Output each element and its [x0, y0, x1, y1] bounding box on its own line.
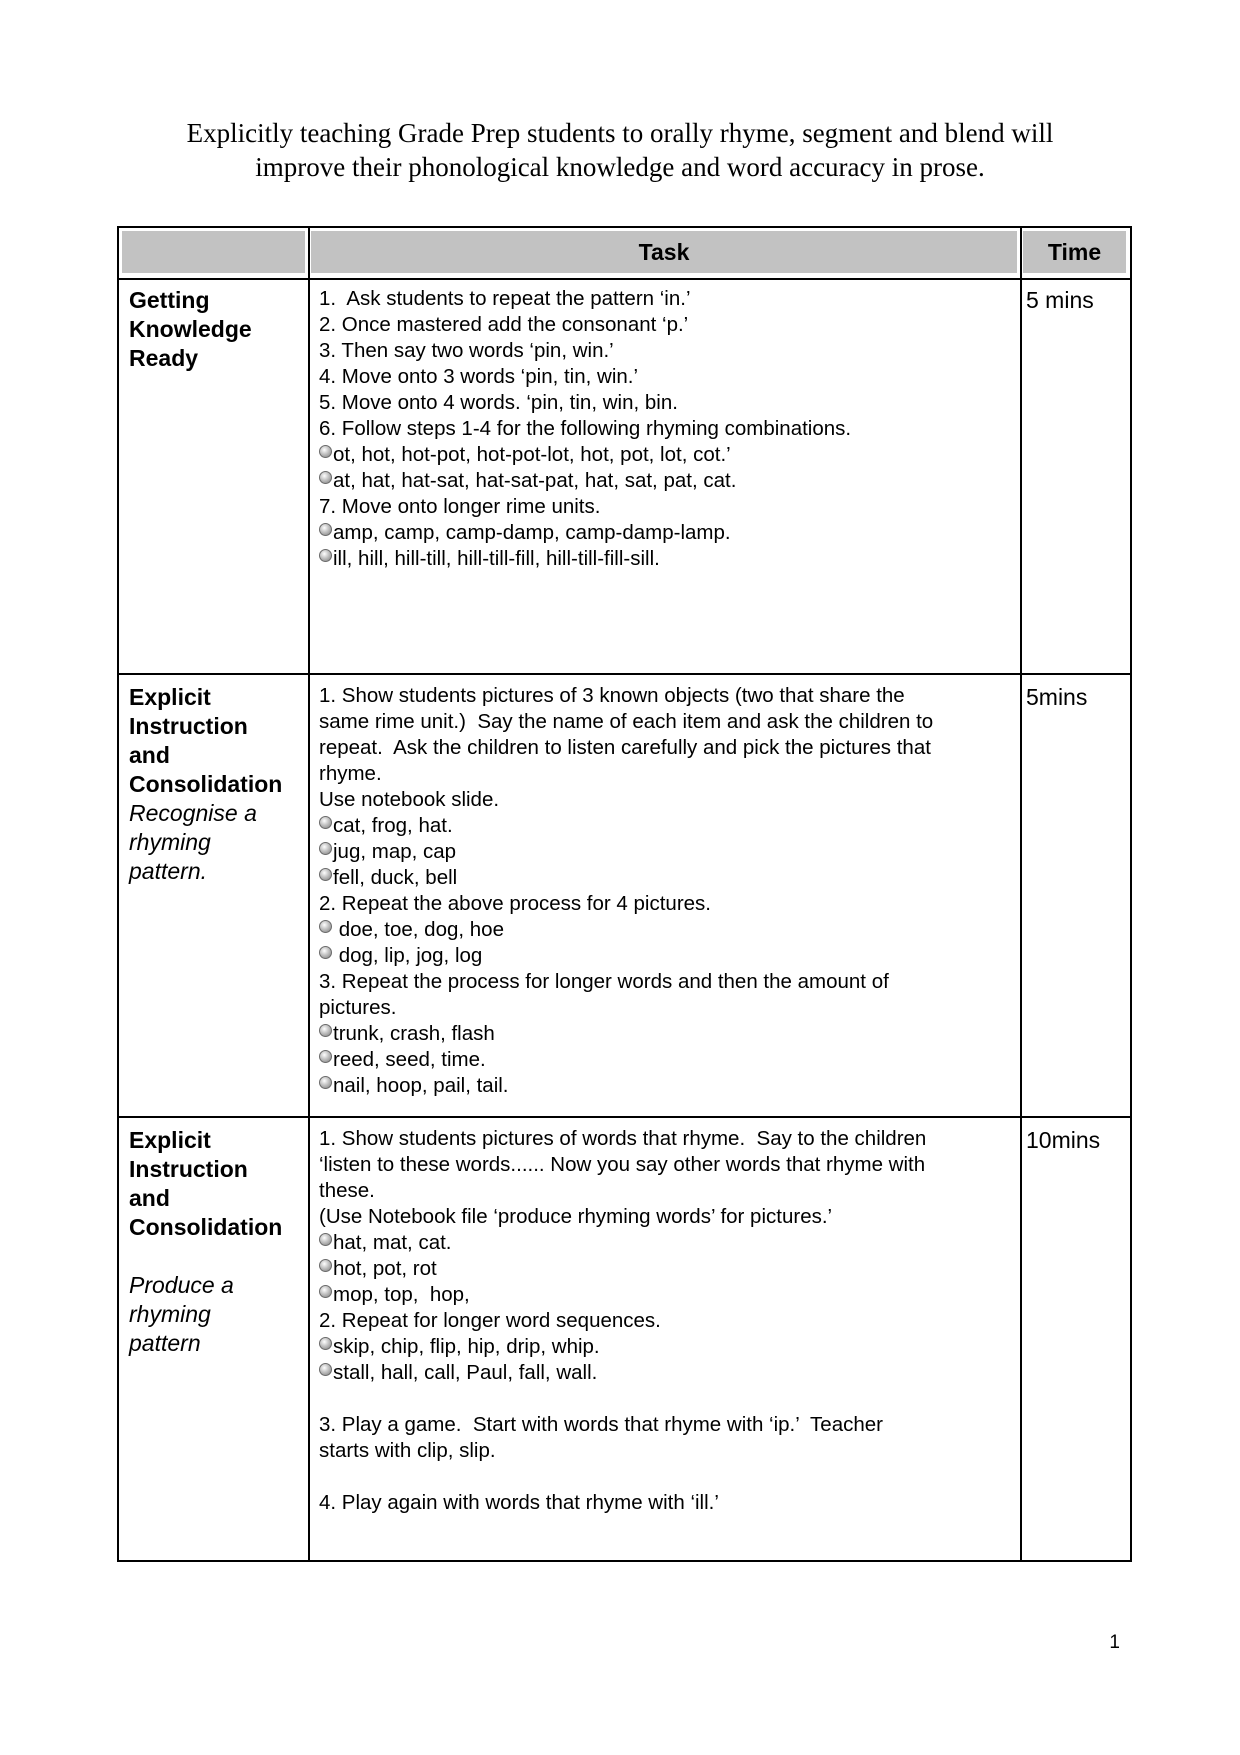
- task-text: 1. Show students pictures of 3 known objects (two that share the: [319, 684, 905, 707]
- task-text: 3. Repeat the process for longer words and then the amount of: [319, 970, 889, 993]
- task-line: [319, 1412, 1019, 1438]
- table-row: [119, 286, 1130, 671]
- bullet-icon: [319, 946, 332, 959]
- task-text: 1. Show students pictures of words that rhyme. Say to the children: [319, 1127, 927, 1150]
- bullet-item: [319, 1230, 1019, 1256]
- phase-subtitle: Recognise a: [129, 800, 257, 826]
- task-text: jug, map, cap: [333, 840, 457, 863]
- task-text: hot, pot, rot: [333, 1257, 437, 1280]
- phase-subtitle: pattern.: [129, 858, 207, 884]
- task-text: 5. Move onto 4 words. ‘pin, tin, win, bin.: [319, 391, 678, 414]
- task-text: repeat. Ask the children to listen carefully and pick the pictures that: [319, 736, 931, 759]
- document-title: [118, 116, 1122, 184]
- row-divider: [119, 673, 1130, 675]
- task-line: [319, 969, 1019, 995]
- phase-title: Consolidation: [129, 771, 283, 797]
- bullet-item: [319, 1073, 1019, 1099]
- bullet-icon: [319, 1285, 332, 1298]
- bullet-item: [319, 1360, 1019, 1386]
- task-text: 2. Repeat for longer word sequences.: [319, 1309, 661, 1332]
- bullet-item: [319, 839, 1019, 865]
- header-phase: [122, 231, 305, 273]
- bullet-icon: [319, 816, 332, 829]
- task-line: [319, 891, 1019, 917]
- phase-subtitle: rhyming: [129, 829, 211, 855]
- task-line: [319, 338, 1019, 364]
- task-text: 6. Follow steps 1-4 for the following rhyming combinations.: [319, 417, 852, 440]
- table-row: [119, 1126, 1130, 1556]
- task-line: [319, 494, 1019, 520]
- header-time: Time: [1023, 231, 1126, 273]
- title-line-2: improve their phonological knowledge and word accuracy in prose.: [255, 152, 985, 182]
- task-text: Use notebook slide.: [319, 788, 500, 811]
- task-text: amp, camp, camp-damp, camp-damp-lamp.: [333, 521, 731, 544]
- task-line: [319, 1308, 1019, 1334]
- task-line: [319, 735, 1019, 761]
- task-line: [319, 1152, 1019, 1178]
- bullet-item: [319, 943, 1019, 969]
- task-line: [319, 364, 1019, 390]
- task-text: 4. Move onto 3 words ‘pin, tin, win.’: [319, 365, 639, 388]
- bullet-item: [319, 468, 1019, 494]
- task-text: trunk, crash, flash: [333, 1022, 495, 1045]
- task-text: (Use Notebook file ‘produce rhyming words’ for pictures.’: [319, 1205, 833, 1228]
- phase-title: Ready: [129, 345, 199, 371]
- bullet-icon: [319, 1337, 332, 1350]
- task-line: [319, 683, 1019, 709]
- bullet-item: [319, 520, 1019, 546]
- bullet-item: [319, 442, 1019, 468]
- phase-cell: [129, 1126, 299, 1358]
- task-line: [319, 1490, 1019, 1516]
- task-line: [319, 1438, 1019, 1464]
- task-text: ot, hot, hot-pot, hot-pot-lot, hot, pot, lot, cot.’: [333, 443, 731, 466]
- task-line: [319, 709, 1019, 735]
- phase-title: Instruction: [129, 713, 248, 739]
- task-text: dog, lip, jog, log: [333, 944, 483, 967]
- phase-title: Explicit: [129, 684, 211, 710]
- bullet-icon: [319, 1076, 332, 1089]
- task-text: 1. Ask students to repeat the pattern ‘in.’: [319, 287, 691, 310]
- phase-title: Getting: [129, 287, 210, 313]
- task-line: [319, 390, 1019, 416]
- bullet-item: [319, 865, 1019, 891]
- bullet-icon: [319, 523, 332, 536]
- blank-line: [319, 1386, 1019, 1412]
- bullet-icon: [319, 868, 332, 881]
- task-line: [319, 1178, 1019, 1204]
- task-cell: [319, 286, 1019, 572]
- table-row: [119, 683, 1130, 1113]
- task-text: mop, top, hop,: [333, 1283, 470, 1306]
- time-cell: 10mins: [1026, 1127, 1101, 1153]
- task-text: reed, seed, time.: [333, 1048, 486, 1071]
- task-line: [319, 1126, 1019, 1152]
- bullet-icon: [319, 471, 332, 484]
- bullet-icon: [319, 1233, 332, 1246]
- task-text: at, hat, hat-sat, hat-sat-pat, hat, sat, pat, cat.: [333, 469, 737, 492]
- task-text: rhyme.: [319, 762, 382, 785]
- lesson-table: [117, 226, 1132, 1562]
- task-text: 7. Move onto longer rime units.: [319, 495, 601, 518]
- task-line: [319, 787, 1019, 813]
- phase-title: Consolidation: [129, 1214, 283, 1240]
- bullet-item: [319, 1282, 1019, 1308]
- task-line: [319, 1204, 1019, 1230]
- task-text: fell, duck, bell: [333, 866, 458, 889]
- task-line: [319, 416, 1019, 442]
- bullet-item: [319, 1256, 1019, 1282]
- task-text: 3. Then say two words ‘pin, win.’: [319, 339, 614, 362]
- task-line: [319, 286, 1019, 312]
- phase-cell: [129, 286, 299, 373]
- bullet-icon: [319, 549, 332, 562]
- task-text: starts with clip, slip.: [319, 1439, 496, 1462]
- page-number: 1: [1109, 1632, 1120, 1653]
- bullet-icon: [319, 920, 332, 933]
- task-text: doe, toe, dog, hoe: [333, 918, 504, 941]
- phase-subtitle: pattern: [129, 1330, 201, 1356]
- header-task: Task: [311, 231, 1017, 273]
- task-cell: [319, 1126, 1019, 1516]
- task-text: 4. Play again with words that rhyme with ‘ill.’: [319, 1491, 719, 1514]
- spacer: [129, 1242, 299, 1271]
- task-line: [319, 995, 1019, 1021]
- bullet-item: [319, 1047, 1019, 1073]
- blank-line: [319, 1464, 1019, 1490]
- bullet-icon: [319, 842, 332, 855]
- task-text: hat, mat, cat.: [333, 1231, 452, 1254]
- time-cell: 5mins: [1026, 684, 1088, 710]
- task-text: 2. Once mastered add the consonant ‘p.’: [319, 313, 689, 336]
- phase-title: Instruction: [129, 1156, 248, 1182]
- task-text: 3. Play a game. Start with words that rhyme with ‘ip.’ Teacher: [319, 1413, 883, 1436]
- phase-title: Knowledge: [129, 316, 252, 342]
- phase-title: and: [129, 742, 170, 768]
- task-text: stall, hall, call, Paul, fall, wall.: [333, 1361, 598, 1384]
- bullet-icon: [319, 1259, 332, 1272]
- task-cell: [319, 683, 1019, 1099]
- task-text: nail, hoop, pail, tail.: [333, 1074, 509, 1097]
- phase-title: Explicit: [129, 1127, 211, 1153]
- task-text: skip, chip, flip, hip, drip, whip.: [333, 1335, 600, 1358]
- bullet-item: [319, 546, 1019, 572]
- phase-title: and: [129, 1185, 170, 1211]
- task-line: [319, 761, 1019, 787]
- task-text: cat, frog, hat.: [333, 814, 453, 837]
- bullet-icon: [319, 1024, 332, 1037]
- table-header-row: [119, 228, 1130, 280]
- task-line: [319, 312, 1019, 338]
- task-text: ill, hill, hill-till, hill-till-fill, hill-till-fill-sill.: [333, 547, 660, 570]
- row-divider: [119, 1116, 1130, 1118]
- bullet-item: [319, 1334, 1019, 1360]
- bullet-item: [319, 917, 1019, 943]
- task-text: same rime unit.) Say the name of each item and ask the children to: [319, 710, 934, 733]
- phase-cell: [129, 683, 299, 886]
- bullet-icon: [319, 445, 332, 458]
- bullet-item: [319, 1021, 1019, 1047]
- task-text: these.: [319, 1179, 375, 1202]
- title-line-1: Explicitly teaching Grade Prep students to orally rhyme, segment and blend will: [186, 118, 1054, 148]
- bullet-item: [319, 813, 1019, 839]
- time-cell: 5 mins: [1026, 287, 1094, 313]
- task-text: pictures.: [319, 996, 397, 1019]
- phase-subtitle: Produce a: [129, 1272, 234, 1298]
- bullet-icon: [319, 1363, 332, 1376]
- phase-subtitle: rhyming: [129, 1301, 211, 1327]
- task-text: 2. Repeat the above process for 4 pictures.: [319, 892, 712, 915]
- bullet-icon: [319, 1050, 332, 1063]
- task-text: ‘listen to these words...... Now you say other words that rhyme with: [319, 1153, 926, 1176]
